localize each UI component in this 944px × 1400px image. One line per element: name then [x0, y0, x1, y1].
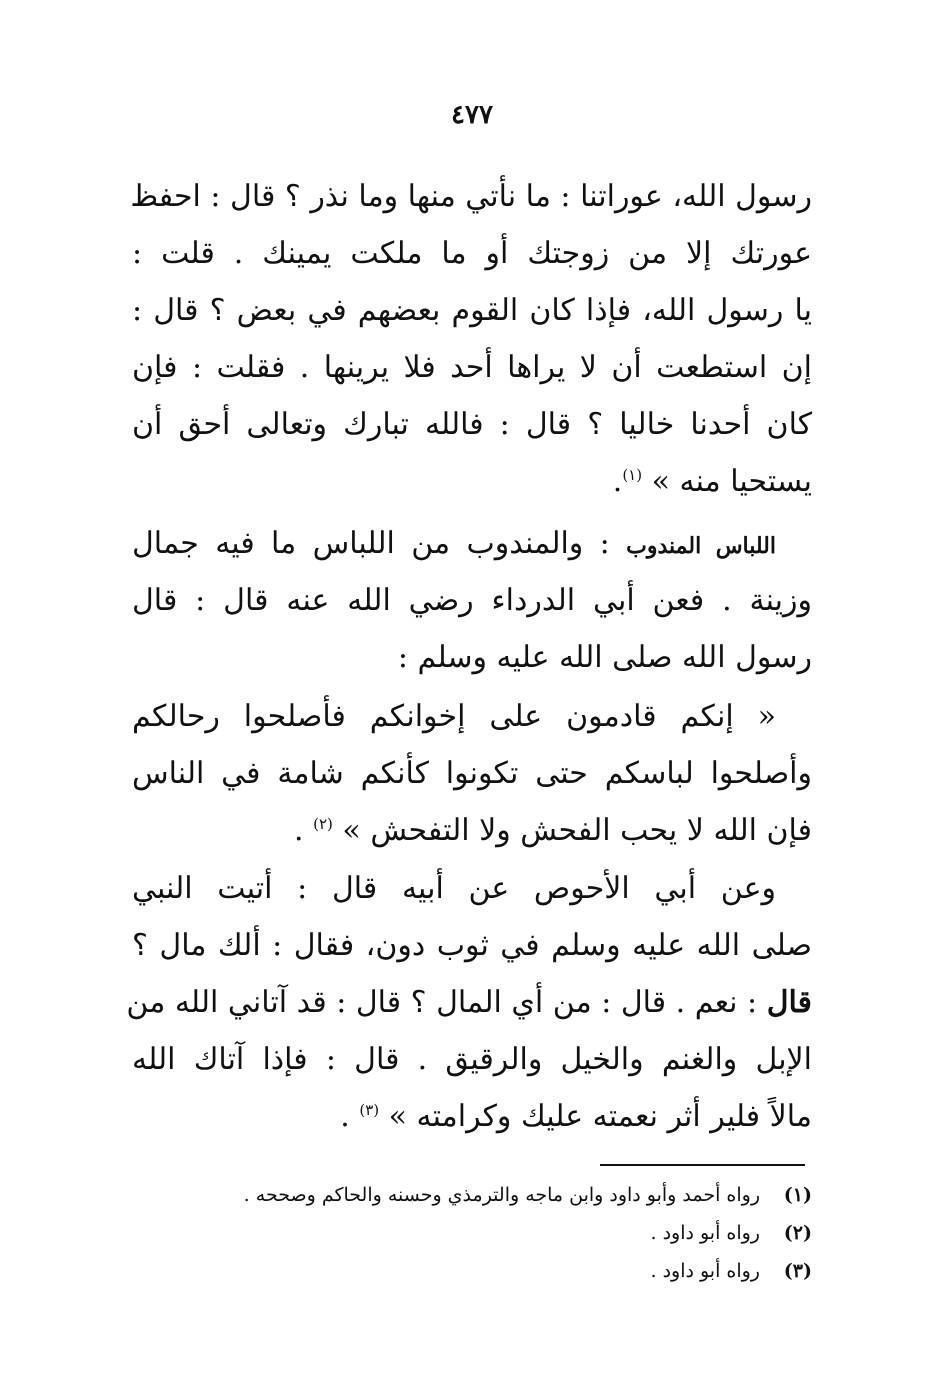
text-segment: : نعم . قال : من أي المال ؟ قال : قد آتاني الله من: [126, 985, 758, 1020]
text-line: وزينة . فعن أبي الدرداء رضي الله عنه قال : قال: [132, 583, 812, 618]
bold-word: قال: [766, 985, 812, 1020]
footnote-text: رواه أبو داود .: [650, 1260, 760, 1282]
hadith-quote: [132, 688, 812, 859]
footnote-text: رواه أبو داود .: [650, 1222, 760, 1244]
section-heading: اللباس المندوب: [626, 533, 776, 559]
text-line: كان أحدنا خاليا ؟ قال : فالله تبارك وتعالى أحق أن: [132, 407, 812, 442]
text-segment: فإن الله لا يحب الفحش ولا التفحش »: [342, 813, 812, 848]
text-segment: يستحيا منه »: [651, 464, 812, 499]
text-line: عورتك إلا من زوجتك أو ما ملكت يمينك . قلت :: [132, 236, 812, 271]
punctuation: .: [294, 813, 304, 848]
footnote-text: رواه أحمد وأبو داود وابن ماجه والترمذي وحسنه والحاكم وصححه .: [243, 1184, 760, 1206]
text-line: إن استطعت أن لا يراها أحد فلا يرينها . فقلت : فإن: [132, 350, 812, 385]
text-line: الإبل والغنم والخيل والرقيق . قال : فإذا آتاك الله: [132, 1042, 812, 1077]
text-segment: مالاً فلير أثر نعمته عليك وكرامته »: [388, 1099, 812, 1134]
text-line: وعن أبي الأحوص عن أبيه قال : أتيت النبي: [132, 871, 776, 906]
page-number: ٤٧٧: [451, 100, 493, 130]
footnote-number: (١): [783, 1184, 812, 1206]
footnote-number: (٣): [783, 1260, 812, 1282]
text-line: [132, 515, 812, 572]
text-line: رسول الله، عوراتنا : ما نأتي منها وما نذر ؟ قال : احفظ: [130, 179, 812, 214]
text-line: [132, 1088, 812, 1145]
text-line: صلى الله عليه وسلم في ثوب دون، فقال : ألك مال ؟: [132, 928, 812, 963]
punctuation: .: [340, 1099, 350, 1134]
punctuation: .: [612, 464, 623, 499]
section-paragraph: [132, 515, 812, 686]
footnote: [132, 1214, 812, 1252]
text-line: [132, 802, 812, 859]
footnote-divider: [600, 1164, 805, 1166]
text-line: رسول الله صلى الله عليه وسلم :: [397, 640, 812, 675]
text-line: [126, 974, 812, 1031]
text-line: « إنكم قادمون على إخوانكم فأصلحوا رحالكم: [132, 699, 776, 734]
text-line: [132, 453, 812, 510]
footnote-reference: (٢): [313, 815, 333, 833]
paragraph-continuation: [132, 168, 812, 510]
footnote-reference: (١): [622, 466, 643, 484]
footnote-number: (٢): [783, 1222, 812, 1244]
footnote-reference: (٣): [359, 1101, 380, 1119]
footnote: [132, 1252, 812, 1290]
footnote: [132, 1176, 812, 1214]
text-segment: : والمندوب من اللباس ما فيه جمال: [132, 526, 610, 561]
text-line: وأصلحوا لباسكم حتى تكونوا كأنكم شامة في الناس: [132, 756, 812, 791]
paragraph: [126, 860, 812, 1145]
text-line: يا رسول الله، فإذا كان القوم بعضهم في بعض ؟ قال :: [132, 293, 812, 328]
footnotes: [132, 1176, 812, 1290]
